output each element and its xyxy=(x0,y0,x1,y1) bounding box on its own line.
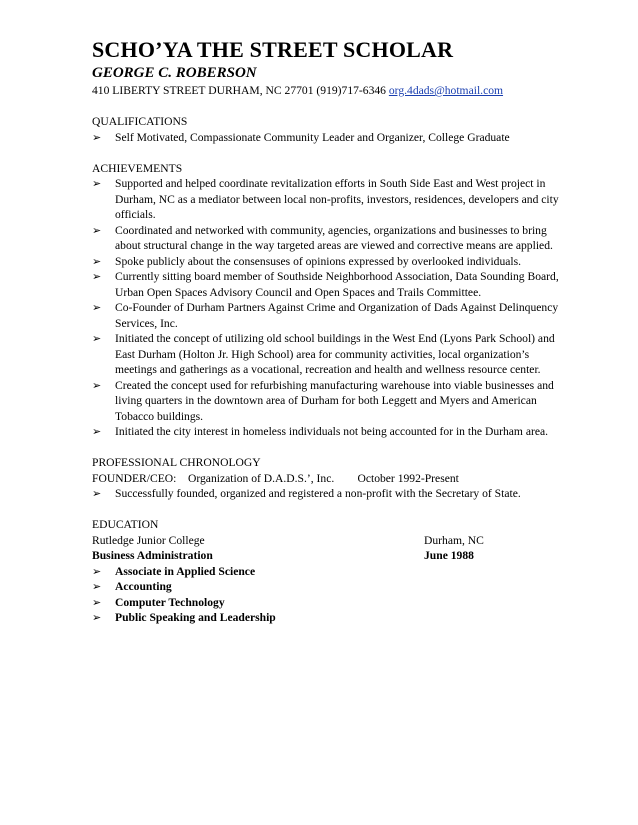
arrow-bullet-icon: ➢ xyxy=(92,270,102,283)
arrow-bullet-icon: ➢ xyxy=(92,332,102,345)
list-item xyxy=(92,595,562,611)
education-heading: EDUCATION xyxy=(92,518,159,531)
list-item xyxy=(92,564,562,580)
chronology-list xyxy=(92,486,562,502)
arrow-bullet-icon: ➢ xyxy=(92,301,102,314)
list-item-text: Spoke publicly about the consensuses of opinions expressed by overlooked individuals. xyxy=(115,254,522,268)
spacer xyxy=(92,145,562,161)
list-item xyxy=(92,176,562,223)
school-name: Rutledge Junior College xyxy=(92,533,205,547)
program-date: June 1988 xyxy=(424,549,474,562)
arrow-bullet-icon: ➢ xyxy=(92,611,102,624)
list-item-text: Self Motivated, Compassionate Community Leader and Organizer, College Graduate xyxy=(115,130,510,144)
program-row xyxy=(92,548,562,564)
spacer xyxy=(92,502,562,518)
list-item-text: Initiated the city interest in homeless individuals not being accounted for in the Durham area. xyxy=(115,425,549,438)
list-item xyxy=(92,130,562,146)
list-item xyxy=(92,331,562,378)
role-line: FOUNDER/CEO: Organization of D.A.D.S.’, Inc. October 1992-Present xyxy=(92,471,459,485)
list-item xyxy=(92,610,562,626)
spacer xyxy=(92,440,562,456)
spacer xyxy=(92,99,562,115)
list-item-text: Coordinated and networked with community, agencies, organizations and businesses to bring about structural change in the way targeted areas are viewed and corrective means are applied. xyxy=(115,223,553,252)
arrow-bullet-icon: ➢ xyxy=(92,564,102,578)
list-item-text: Co-Founder of Durham Partners Against Crime and Organization of Dads Against Delinquency Services, Inc. xyxy=(115,301,559,330)
education-list xyxy=(92,564,562,626)
list-item-text: Successfully founded, organized and registered a non-profit with the Secretary of State. xyxy=(115,487,521,500)
list-item-text: Supported and helped coordinate revitalization efforts in South Side East and West project in Durham, NC as a mediator between local non-profits, investors, residences, developers and city officials. xyxy=(115,177,559,221)
achievements-list xyxy=(92,176,562,440)
list-item-text: Public Speaking and Leadership xyxy=(115,611,276,624)
list-item xyxy=(92,486,562,502)
qualifications-list xyxy=(92,130,562,146)
arrow-bullet-icon: ➢ xyxy=(92,254,102,268)
arrow-bullet-icon: ➢ xyxy=(92,177,102,190)
list-item-text: Initiated the concept of utilizing old school buildings in the West End (Lyons Park School) and East Durham (Holton Jr. High School) area for community activities, local organization’s meetings and gatherings as a vocational, recreation and health and wellness resource center. xyxy=(115,332,555,376)
list-item xyxy=(92,254,562,270)
list-item-text: Accounting xyxy=(115,580,172,593)
list-item xyxy=(92,300,562,331)
school-row xyxy=(92,533,562,549)
arrow-bullet-icon: ➢ xyxy=(92,130,102,144)
person-name: GEORGE C. ROBERSON xyxy=(92,65,257,81)
list-item xyxy=(92,223,562,254)
arrow-bullet-icon: ➢ xyxy=(92,425,102,438)
list-item xyxy=(92,424,562,440)
arrow-bullet-icon: ➢ xyxy=(92,223,102,237)
school-location: Durham, NC xyxy=(424,533,484,547)
list-item-text: Computer Technology xyxy=(115,595,225,609)
list-item xyxy=(92,579,562,595)
list-item-text: Associate in Applied Science xyxy=(115,564,256,578)
arrow-bullet-icon: ➢ xyxy=(92,595,102,609)
list-item xyxy=(92,269,562,300)
resume-page xyxy=(92,36,562,626)
arrow-bullet-icon: ➢ xyxy=(92,580,102,593)
list-item-text: Currently sitting board member of Southside Neighborhood Association, Data Sounding Board, Urban Open Spaces Advisory Council and Open Spaces and Trails Committee. xyxy=(115,270,559,299)
list-item-text: Created the concept used for refurbishing manufacturing warehouse into viable businesses and living quarters in the downtown area of Durham for both Leggett and Myers and American Tobacco buildings. xyxy=(115,378,554,423)
achievements-heading: ACHIEVEMENTS xyxy=(92,161,183,175)
program-name: Business Administration xyxy=(92,549,213,562)
arrow-bullet-icon: ➢ xyxy=(92,487,102,500)
arrow-bullet-icon: ➢ xyxy=(92,378,102,392)
chronology-heading: PROFESSIONAL CHRONOLOGY xyxy=(92,456,261,469)
list-item xyxy=(92,378,562,425)
contact-line xyxy=(92,83,562,99)
page-title: SCHO’YA THE STREET SCHOLAR xyxy=(92,37,454,62)
email-link[interactable]: org.4dads@hotmail.com xyxy=(388,84,504,97)
qualifications-heading: QUALIFICATIONS xyxy=(92,115,188,128)
contact-address: 410 LIBERTY STREET DURHAM, NC 27701 (919)717-6346 xyxy=(92,84,389,97)
